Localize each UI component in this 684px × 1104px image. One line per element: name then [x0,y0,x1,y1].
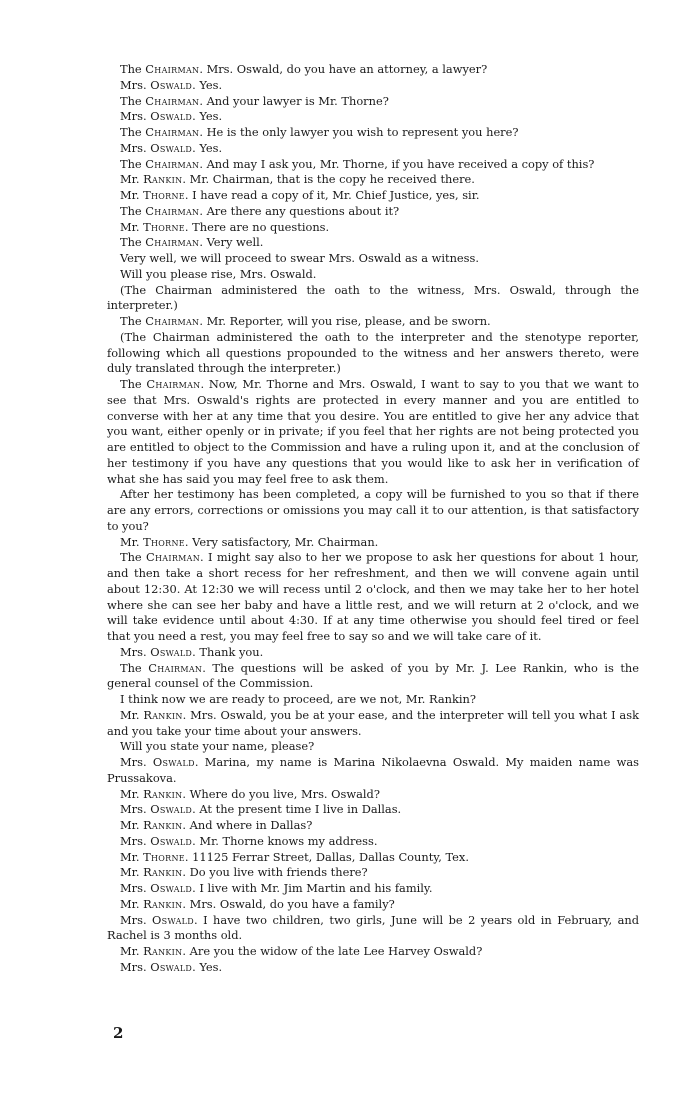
testimony-paragraph: The Chairman. I might say also to her we propose to ask her questions for about 1 hour, and then take a short recess for her refreshment, and then we will convene again until about 12:30. At 12:30 we will recess until 2 o'clock, and then we may take her to her hotel where she can see her baby and have a little rest, and we will return at 2 o'clock, and we will take evidence until about 4:30. If at any time otherwise you should feel tired or feel that you need a rest, you may feel free to say so and we will take care of it. [107,550,639,643]
speaker-name: Chairman [146,550,201,565]
speaker-title: Mr. [120,865,144,880]
speaker-name: Oswald [152,912,194,927]
speaker-name: Oswald [150,140,193,155]
paragraph-text: I have read a copy of it, Mr. Chief Justice, yes, sir. [192,188,480,202]
speaker-name: Thorne [143,219,185,234]
speaker-name: Oswald [150,959,193,974]
testimony-paragraph: Mr. Thorne. Very satisfactory, Mr. Chairman. [120,534,379,549]
speaker-title: The [120,550,147,565]
testimony-paragraph: Mr. Rankin. Where do you live, Mrs. Oswald? [120,786,380,801]
speaker-title: Mr. [120,849,144,864]
speaker-title: The [120,377,147,391]
testimony-paragraph: Mr. Rankin. Do you live with friends there? [120,865,368,880]
testimony-paragraph: The Chairman. Mr. Reporter, will you rise, please, and be sworn. [120,314,491,328]
testimony-paragraph: The Chairman. Mrs. Oswald, do you have an attorney, a lawyer? [120,62,488,76]
speaker-title: Mrs. [120,959,151,974]
speaker-title: The [120,125,146,139]
speaker-name: Oswald [150,881,193,895]
testimony-paragraph: Mrs. Oswald. Yes. [120,959,223,974]
testimony-paragraph: Mr. Rankin. Mrs. Oswald, you be at your ease, and the interpreter will tell you what I ask and you take your time about your answers. [107,707,639,738]
speaker-title: Mrs. [120,881,151,895]
paragraph-text: The questions will be asked of you by Mr. J. Lee Rankin, who is the general counsel of the Commission. [107,660,639,691]
speaker-name: Rankin [143,944,183,958]
speaker-title: Mr. [120,818,144,832]
paragraph-text: There are no questions. [192,219,330,234]
testimony-paragraph: The Chairman. Now, Mr. Thorne and Mrs. Oswald, I want to say to you that we want to see that Mrs. Oswald's rights are protected in every manner and you are entitled to converse with her at any time that you desire. You are entitled to give her any advice that you want, either openly or in private; if you feel that her rights are not being protected you are entitled to object to the Commission and have a ruling upon it, and at the conclusion of her testimony if you have any questions that you would like to ask her in verification of what she has said you may feel free to ask them. [107,377,640,486]
speaker-name: Chairman [145,125,200,139]
speaker-title: Mrs. [120,109,151,124]
testimony-paragraph: Mrs. Oswald. Marina, my name is Marina Nikolaevna Oswald. My maiden name was Prussakova. [107,755,639,785]
speaker-title: Mr. [120,707,144,722]
speaker-title: Mrs. [120,140,151,155]
paragraph-text: After her testimony has been completed, a copy will be furnished to you so that if there are any errors, corrections or omissions you may call it to our attention, is that satisfactory to you? [107,487,639,533]
paragraph-text: Marina, my name is Marina Nikolaevna Oswald. My maiden name was Prussakova. [107,755,639,785]
testimony-paragraph: Mrs. Oswald. Yes. [120,109,223,124]
paragraph-text: Where do you live, Mrs. Oswald? [189,786,380,801]
testimony-paragraph: Mrs. Oswald. I live with Mr. Jim Martin and his family. [120,881,433,895]
speaker-title: The [120,93,146,108]
paragraph-text: Mr. Chairman, that is the copy he received there. [189,172,475,187]
testimony-paragraph [107,283,639,315]
speaker-title: Mr. [120,172,144,187]
paragraph-text: Yes. [199,109,223,124]
testimony-paragraph: Mr. Thorne. There are no questions. [120,219,330,234]
paragraph-text: I think now we are ready to proceed, are we not, Mr. Rankin? [120,692,476,706]
testimony-paragraph: Mrs. Oswald. Yes. [120,140,223,155]
speaker-title: The [120,156,146,171]
paragraph-text: Are there any questions about it? [206,203,400,218]
paragraph-text: Very well, we will proceed to swear Mrs. Oswald as a witness. [120,251,479,265]
speaker-name: Oswald [150,77,193,92]
paragraph-text: I live with Mr. Jim Martin and his family. [199,881,433,895]
speaker-name: Oswald [150,644,193,659]
testimony-paragraph: Mrs. Oswald. Yes. [120,77,223,92]
paragraph-text: Yes. [199,77,223,92]
speaker-name: Thorne [143,849,185,864]
testimony-paragraph [107,692,639,708]
speaker-name: Rankin [143,896,183,911]
speaker-name: Chairman [145,93,200,108]
testimony-paragraph: The Chairman. Are there any questions about it? [120,203,400,218]
testimony-paragraph [107,267,639,283]
speaker-name: Oswald [150,109,193,124]
speaker-title: Mrs. [120,833,151,848]
paragraph-text: (The Chairman administered the oath to the interpreter and the stenotype reporter, following which all questions propounded to the witness and her answers thereto, were duly translated through the interpreter.) [107,329,639,376]
paragraph-text: Thank you. [199,644,264,659]
paragraph-text: And where in Dallas? [189,818,313,832]
speaker-title: Mr. [120,219,144,234]
speaker-name: Oswald [152,755,195,769]
speaker-title: The [120,203,146,218]
speaker-title: The [120,314,146,328]
speaker-name: Chairman [146,377,201,391]
speaker-name: Chairman [145,235,200,250]
speaker-name: Rankin [143,707,183,722]
speaker-name: Chairman [148,660,203,675]
testimony-paragraph: Mr. Thorne. 11125 Ferrar Street, Dallas, Dallas County, Tex. [120,849,469,864]
testimony-paragraph [107,739,639,755]
speaker-name: Thorne [143,534,185,549]
paragraph-text: Do you live with friends there? [189,865,368,880]
paragraph-text: Are you the widow of the late Lee Harvey Oswald? [189,944,483,958]
testimony-paragraph [107,330,639,377]
testimony-paragraph: Mr. Rankin. Mr. Chairman, that is the copy he received there. [120,172,475,187]
paragraph-text: Mrs. Oswald, you be at your ease, and the interpreter will tell you what I ask and you take your time about your answers. [107,707,639,738]
paragraph-text: 11125 Ferrar Street, Dallas, Dallas County, Tex. [192,849,469,864]
speaker-name: Rankin [143,172,183,187]
speaker-title: Mr. [120,786,144,801]
paragraph-text: Yes. [199,140,223,155]
paragraph-text: Mr. Reporter, will you rise, please, and be sworn. [206,314,491,328]
speaker-title: Mr. [120,188,144,202]
speaker-name: Chairman [145,156,200,171]
speaker-title: Mr. [120,534,144,549]
paragraph-text: Mrs. Oswald, do you have an attorney, a lawyer? [206,62,488,76]
testimony-paragraph: Mrs. Oswald. Mr. Thorne knows my address. [120,833,378,848]
speaker-title: The [120,235,146,250]
paragraph-text: Now, Mr. Thorne and Mrs. Oswald, I want to say to you that we want to see that Mrs. Oswald's rights are protected in every manner and you are entitled to converse with her at any time that you desire. You are entitled to give her any advice that you want, either openly or in private; if you feel that her rights are not being protected you are entitled to object to the Commission and have a ruling upon it, and at the conclusion of her testimony if you have any questions that you would like to ask her in verification of what she has said you may feel free to ask them. [107,377,640,486]
paragraph-text: I might say also to her we propose to ask her questions for about 1 hour, and then take a short recess for her refreshment, and then we will convene again until about 12:30. At 12:30 we will recess until 2 o'clock, and then we may take her to her hotel where she can see her baby and have a little rest, and we will return at 2 o'clock, and we will take evidence until about 4:30. If at any time otherwise you should feel tired or feel that you need a rest, you may feel free to say so and we will take care of it. [107,550,639,643]
testimony-paragraph: Mr. Rankin. Mrs. Oswald, do you have a family? [120,896,395,911]
testimony-paragraph: The Chairman. Very well. [120,235,264,250]
speaker-title: Mr. [120,896,144,911]
paragraph-text: At the present time I live in Dallas. [199,802,402,817]
speaker-name: Chairman [145,62,200,76]
speaker-name: Rankin [143,865,183,880]
page-number: 2 [113,1024,124,1042]
speaker-title: Mrs. [120,755,153,769]
paragraph-text: He is the only lawyer you wish to represent you here? [206,125,519,139]
testimony-page [107,62,639,976]
testimony-paragraph: Mrs. Oswald. I have two children, two girls, June will be 2 years old in February, and Rachel is 3 months old. [107,912,639,943]
testimony-paragraph [107,251,639,267]
speaker-title: Mrs. [120,802,151,817]
testimony-paragraph: Mr. Thorne. I have read a copy of it, Mr. Chief Justice, yes, sir. [120,188,480,202]
speaker-name: Rankin [143,786,183,801]
speaker-title: Mrs. [120,77,151,92]
speaker-title: Mr. [120,944,144,958]
speaker-title: Mrs. [120,644,151,659]
paragraph-text: (The Chairman administered the oath to the witness, Mrs. Oswald, through the interpreter.) [107,282,639,313]
testimony-paragraph: Mrs. Oswald. At the present time I live in Dallas. [120,802,402,817]
testimony-paragraph: Mr. Rankin. And where in Dallas? [120,818,313,832]
speaker-name: Chairman [145,314,200,328]
speaker-title: Mrs. [120,912,153,927]
paragraph-text: Will you please rise, Mrs. Oswald. [120,266,317,281]
speaker-title: The [120,62,146,76]
speaker-name: Oswald [150,802,193,817]
paragraph-text: Mr. Thorne knows my address. [199,833,378,848]
testimony-paragraph: The Chairman. And your lawyer is Mr. Thorne? [120,93,389,108]
testimony-paragraph: The Chairman. He is the only lawyer you wish to represent you here? [120,125,519,139]
speaker-name: Thorne [143,188,185,202]
testimony-paragraph: Mr. Rankin. Are you the widow of the late Lee Harvey Oswald? [120,944,483,958]
testimony-paragraph: Mrs. Oswald. Thank you. [120,644,264,659]
paragraph-text: Yes. [199,959,223,974]
speaker-name: Oswald [150,833,193,848]
speaker-name: Rankin [143,818,183,832]
testimony-paragraph [107,487,639,534]
paragraph-text: And may I ask you, Mr. Thorne, if you have received a copy of this? [206,156,595,171]
paragraph-text: I have two children, two girls, June will be 2 years old in February, and Rachel is 3 months old. [107,912,639,943]
testimony-paragraph: The Chairman. And may I ask you, Mr. Thorne, if you have received a copy of this? [120,156,595,171]
speaker-title: The [120,660,149,675]
paragraph-text: Very satisfactory, Mr. Chairman. [192,534,379,549]
paragraph-text: Mrs. Oswald, do you have a family? [189,896,395,911]
paragraph-text: Will you state your name, please? [120,739,315,754]
testimony-paragraph: The Chairman. The questions will be asked of you by Mr. J. Lee Rankin, who is the general counsel of the Commission. [107,660,639,691]
paragraph-text: Very well. [206,235,264,250]
speaker-name: Chairman [145,203,200,218]
paragraph-text: And your lawyer is Mr. Thorne? [206,93,389,108]
